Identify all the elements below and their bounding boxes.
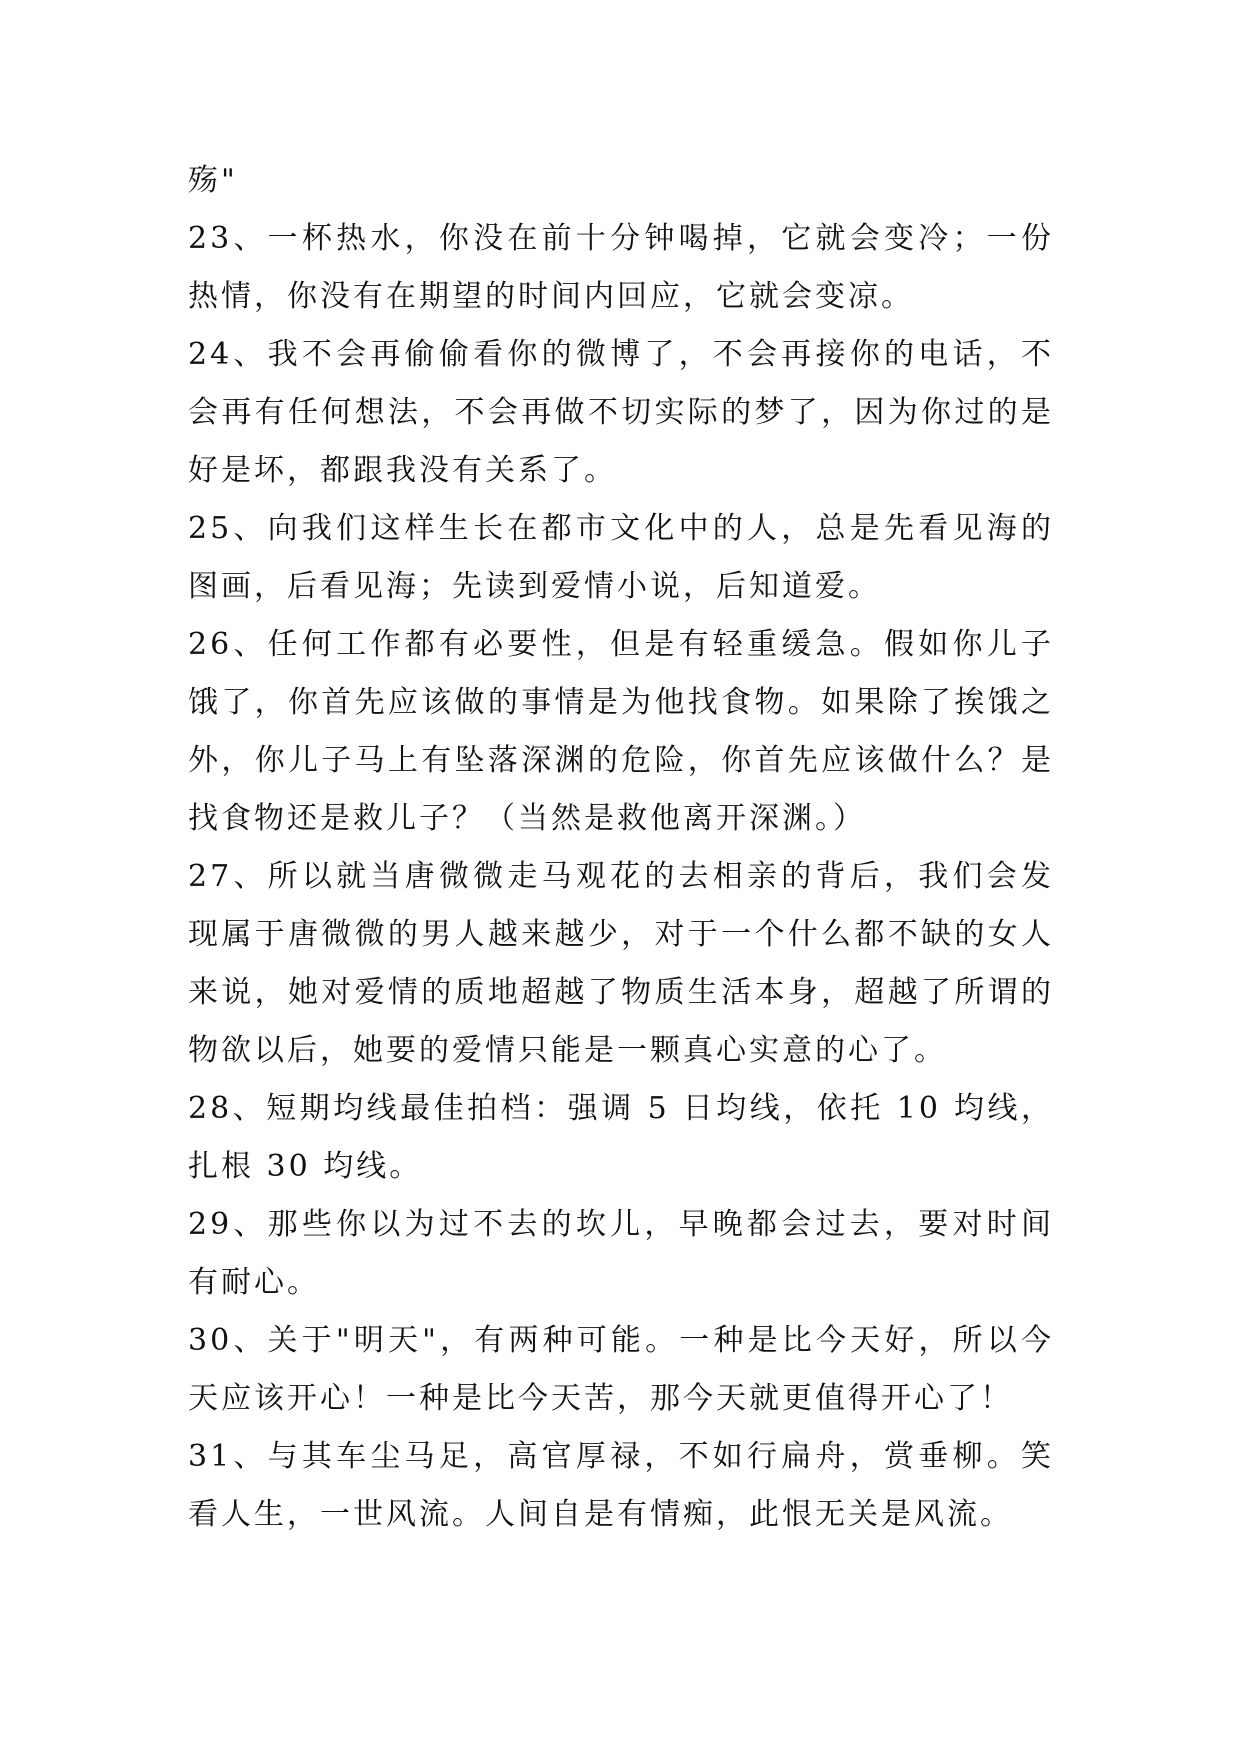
paragraph-31: 31、与其车尘马足，高官厚禄，不如行扁舟，赏垂柳。笑看人生，一世风流。人间自是有情痴，此恨无关是风流。 xyxy=(188,1439,1054,1532)
paragraph-23: 23、一杯热水，你没在前十分钟喝掉，它就会变冷；一份热情，你没有在期望的时间内回应，它就会变凉。 xyxy=(188,221,1054,314)
document-body xyxy=(188,152,1054,1544)
paragraph-30: 30、关于"明天"，有两种可能。一种是比今天好，所以今天应该开心！一种是比今天苦，那今天就更值得开心了！ xyxy=(188,1323,1054,1416)
paragraph-24: 24、我不会再偷偷看你的微博了，不会再接你的电话，不会再有任何想法，不会再做不切实际的梦了，因为你过的是好是坏，都跟我没有关系了。 xyxy=(188,337,1054,488)
paragraph-continuation: 殇" xyxy=(188,163,238,198)
paragraph-26: 26、任何工作都有必要性，但是有轻重缓急。假如你儿子饿了，你首先应该做的事情是为他找食物。如果除了挨饿之外，你儿子马上有坠落深渊的危险，你首先应该做什么？是找食物还是救儿子？（当然是救他离开深渊。） xyxy=(188,627,1054,836)
paragraph-29: 29、那些你以为过不去的坎儿，早晚都会过去，要对时间有耐心。 xyxy=(188,1207,1054,1300)
paragraph-27: 27、所以就当唐微微走马观花的去相亲的背后，我们会发现属于唐微微的男人越来越少，对于一个什么都不缺的女人来说，她对爱情的质地超越了物质生活本身，超越了所谓的物欲以后，她要的爱情只能是一颗真心实意的心了。 xyxy=(188,859,1054,1068)
paragraph-25: 25、向我们这样生长在都市文化中的人，总是先看见海的图画，后看见海；先读到爱情小说，后知道爱。 xyxy=(188,511,1054,604)
paragraph-28: 28、短期均线最佳拍档：强调 5 日均线，依托 10 均线，扎根 30 均线。 xyxy=(188,1091,1054,1184)
